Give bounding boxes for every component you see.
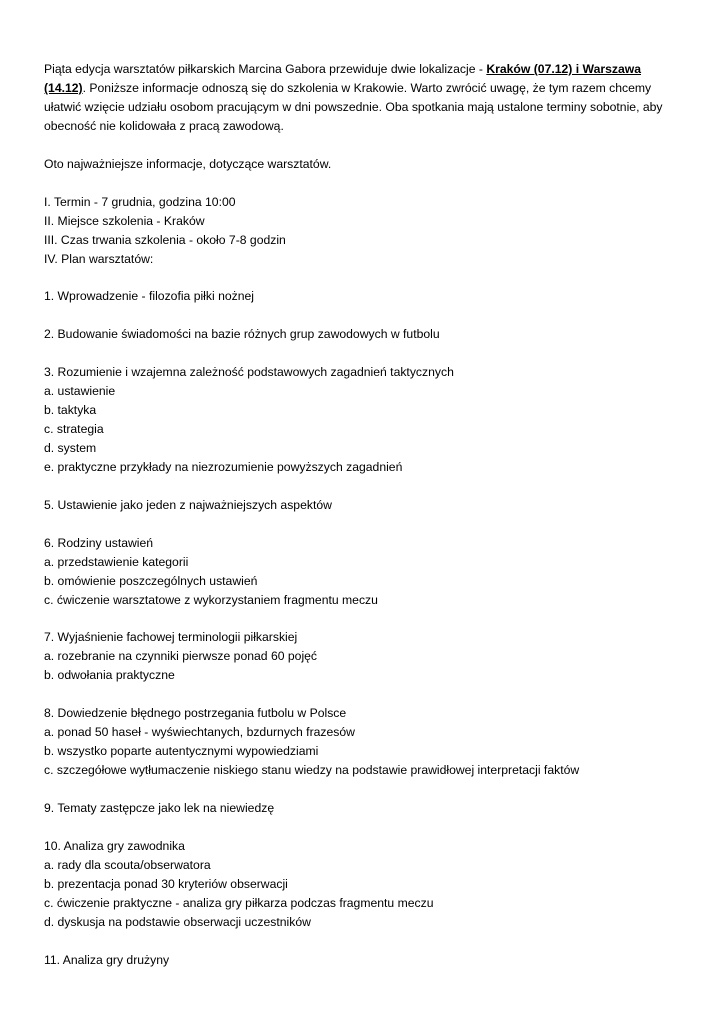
locations-highlight-2: (14.12) — [44, 81, 83, 95]
spacer — [44, 932, 690, 951]
plan-subitem: b. odwołania praktyczne — [44, 668, 175, 683]
plan-section-title: 7. Wyjaśnienie fachowej terminologii piłkarskiej — [44, 630, 298, 645]
spacer — [44, 515, 690, 534]
plan-subitem: a. ustawienie — [44, 383, 116, 398]
plan-subitem: c. ćwiczenie praktyczne - analiza gry piłkarza podczas fragmentu meczu — [44, 895, 434, 910]
spacer — [44, 269, 690, 288]
plan-list — [44, 269, 690, 970]
plan-subitem: a. rozebranie na czynniki pierwsze ponad 60 pojęć — [44, 649, 318, 664]
plan-subitem: a. przedstawienie kategorii — [44, 554, 189, 569]
plan-subitem: c. ćwiczenie warsztatowe z wykorzystaniem fragmentu meczu — [44, 592, 378, 607]
intro-line-1 — [44, 60, 690, 79]
plan-section-title: 5. Ustawienie jako jeden z najważniejszych aspektów — [44, 497, 332, 512]
spacer — [44, 306, 690, 325]
intro-text-1: Piąta edycja warsztatów piłkarskich Marcina Gabora przewiduje dwie lokalizacje - — [44, 62, 487, 76]
plan-section-title: 10. Analiza gry zawodnika — [44, 838, 185, 853]
plan-subitem: c. szczegółowe wytłumaczenie niskiego stanu wiedzy na podstawie prawidłowej interpretacji faktów — [44, 763, 580, 778]
plan-subitem: e. praktyczne przykłady na niezrozumienie powyższych zagadnień — [44, 459, 403, 474]
plan-section-title: 6. Rodziny ustawień — [44, 535, 154, 550]
plan-subitem: d. dyskusja na podstawie obserwacji uczestników — [44, 914, 311, 929]
plan-subitem: d. system — [44, 440, 97, 455]
spacer — [44, 477, 690, 496]
info-list — [44, 193, 690, 269]
spacer — [44, 344, 690, 363]
plan-section-title: 8. Dowiedzenie błędnego postrzegania futbolu w Polsce — [44, 706, 347, 721]
spacer — [44, 780, 690, 799]
info-item: IV. Plan warsztatów: — [44, 251, 154, 266]
info-item: III. Czas trwania szkolenia - około 7-8 godzin — [44, 232, 286, 247]
info-item: I. Termin - 7 grudnia, godzina 10:00 — [44, 194, 236, 209]
info-item: II. Miejsce szkolenia - Kraków — [44, 213, 205, 228]
plan-subitem: a. rady dla scouta/obserwatora — [44, 857, 211, 872]
plan-section-title: 3. Rozumienie i wzajemna zależność podstawowych zagadnień taktycznych — [44, 364, 454, 379]
plan-section-title: 2. Budowanie świadomości na bazie różnych grup zawodowych w futbolu — [44, 327, 440, 342]
plan-section-title: 9. Tematy zastępcze jako lek na niewiedzę — [44, 800, 275, 815]
intro-paragraph — [44, 60, 690, 136]
plan-subitem: a. ponad 50 haseł - wyświechtanych, bzdurnych frazesów — [44, 725, 355, 740]
locations-highlight-1: Kraków (07.12) i Warszawa — [486, 62, 641, 76]
plan-section-title: 11. Analiza gry drużyny — [44, 952, 170, 967]
intro-line-4: obecność nie kolidowała z pracą zawodową. — [44, 119, 284, 133]
plan-subitem: b. taktyka — [44, 402, 97, 417]
intro-line-3: ułatwić wzięcie udziału osobom pracującym w dni powszednie. Oba spotkania mają ustalone terminy sobotnie, aby — [44, 100, 663, 114]
plan-subitem: b. wszystko poparte autentycznymi wypowiedziami — [44, 744, 319, 759]
spacer — [44, 174, 690, 193]
plan-subitem: b. prezentacja ponad 30 kryteriów obserwacji — [44, 876, 288, 891]
spacer — [44, 818, 690, 837]
plan-subitem: b. omówienie poszczególnych ustawień — [44, 573, 258, 588]
spacer — [44, 610, 690, 629]
spacer — [44, 685, 690, 704]
plan-section-title: 1. Wprowadzenie - filozofia piłki nożnej — [44, 289, 254, 304]
spacer — [44, 136, 690, 155]
lead-text: Oto najważniejsze informacje, dotyczące warsztatów. — [44, 156, 332, 171]
intro-text-2: . Poniższe informacje odnoszą się do szkolenia w Krakowie. Warto zwrócić uwagę, że tym razem chcemy — [82, 81, 652, 95]
document-page — [44, 60, 690, 970]
intro-line-2 — [44, 79, 690, 98]
plan-subitem: c. strategia — [44, 421, 104, 436]
